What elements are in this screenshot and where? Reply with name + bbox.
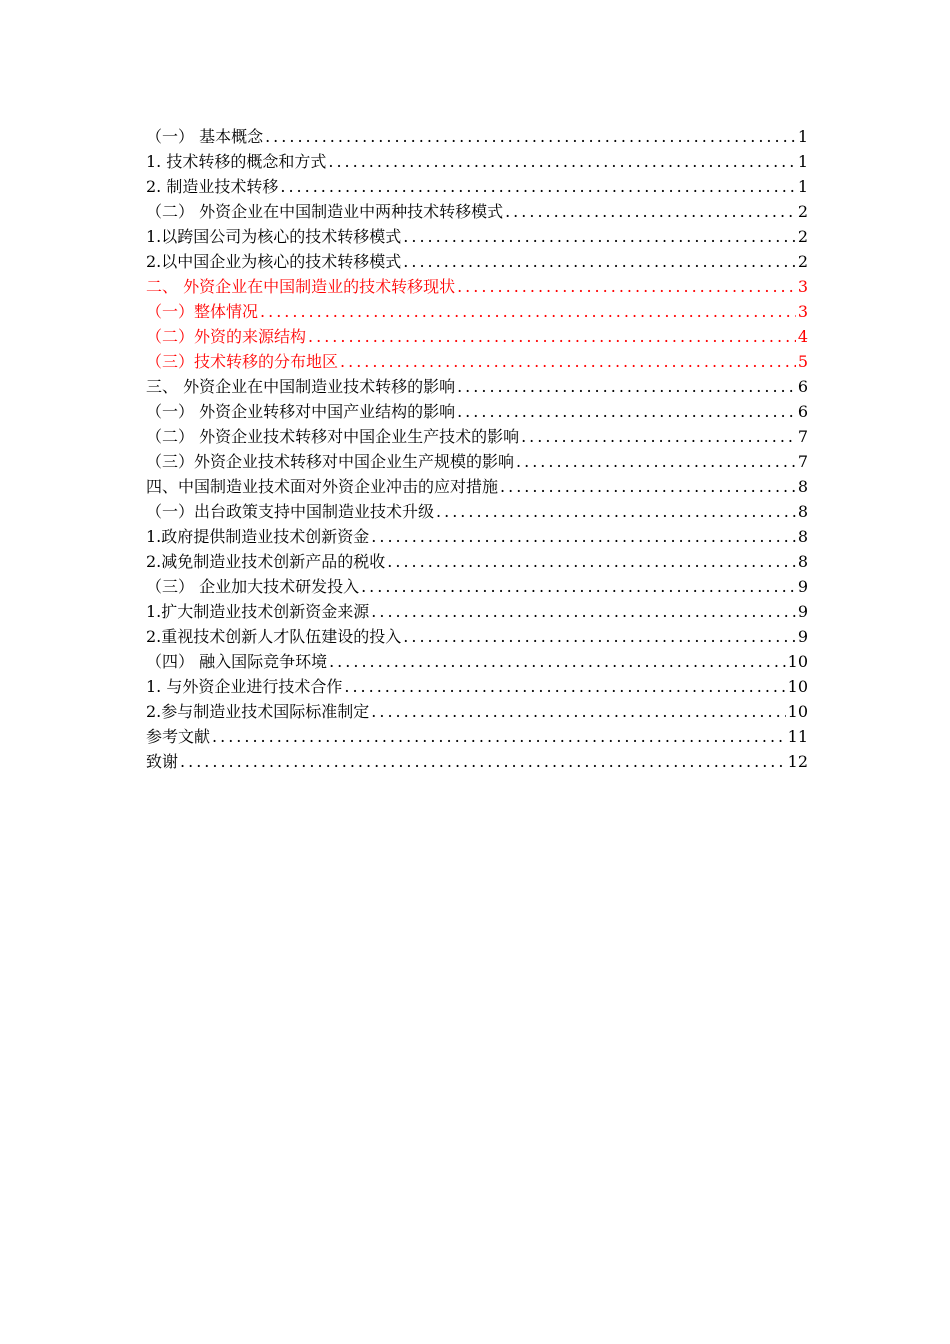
toc-page-number: 6 [797,402,808,421]
toc-page-number: 9 [797,602,808,621]
toc-entry-8[interactable] [146,299,808,324]
toc-entry-title: （一） 外资企业转移对中国产业结构的影响 [146,402,456,421]
toc-page-number: 2 [797,227,808,246]
toc-entry-title: 二、 外资企业在中国制造业的技术转移现状 [146,277,456,296]
toc-entry-title: 致谢 [146,752,179,771]
toc-dot-leader [403,624,796,649]
toc-page-number: 5 [797,352,808,371]
toc-dot-leader [260,299,796,324]
toc-entry-title: 1. 技术转移的概念和方式 [146,152,327,171]
toc-entry-title: （四） 融入国际竞争环境 [146,652,328,671]
toc-dot-leader [500,474,796,499]
toc-entry-22[interactable] [146,649,808,674]
toc-entry-title: 2.参与制造业技术国际标准制定 [146,702,370,721]
toc-entry-title: 三、 外资企业在中国制造业技术转移的影响 [146,377,456,396]
toc-dot-leader [371,699,785,724]
toc-dot-leader [361,574,796,599]
toc-dot-leader [516,449,796,474]
toc-page-number: 8 [797,477,808,496]
toc-entry-title: （三）外资企业技术转移对中国企业生产规模的影响 [146,452,515,471]
toc-entry-21[interactable] [146,624,808,649]
toc-entry-1[interactable] [146,124,808,149]
toc-entry-20[interactable] [146,599,808,624]
toc-page-number: 9 [797,577,808,596]
toc-dot-leader [436,499,796,524]
toc-page-number: 6 [797,377,808,396]
toc-entry-title: （二） 外资企业技术转移对中国企业生产技术的影响 [146,427,520,446]
toc-page-number: 9 [797,627,808,646]
toc-dot-leader [329,649,786,674]
toc-dot-leader [280,174,795,199]
toc-entry-6[interactable] [146,249,808,274]
toc-entry-title: 1.扩大制造业技术创新资金来源 [146,602,370,621]
toc-dot-leader [371,524,796,549]
toc-entry-title: （一）出台政策支持中国制造业技术升级 [146,502,435,521]
toc-page-number: 1 [797,177,808,196]
toc-dot-leader [457,274,796,299]
toc-dot-leader [344,674,785,699]
toc-page-number: 2 [797,202,808,221]
toc-page-number: 3 [797,302,808,321]
toc-entry-title: 2.以中国企业为核心的技术转移模式 [146,252,402,271]
toc-entry-17[interactable] [146,524,808,549]
toc-entry-title: 2.减免制造业技术创新产品的税收 [146,552,386,571]
toc-page-number: 1 [797,127,808,146]
toc-entry-13[interactable] [146,424,808,449]
toc-entry-7[interactable] [146,274,808,299]
toc-entry-26[interactable] [146,749,808,774]
toc-entry-2[interactable] [146,149,808,174]
toc-dot-leader [403,249,796,274]
toc-entry-title: （一）整体情况 [146,302,259,321]
toc-page-number: 7 [797,452,808,471]
toc-page-number: 10 [787,652,808,671]
toc-page-number: 11 [787,727,808,746]
toc-entry-18[interactable] [146,549,808,574]
toc-page-number: 10 [787,677,808,696]
toc-dot-leader [180,749,786,774]
toc-dot-leader [212,724,786,749]
toc-page-number: 3 [797,277,808,296]
toc-page-number: 2 [797,252,808,271]
toc-entry-12[interactable] [146,399,808,424]
toc-page-number: 8 [797,527,808,546]
toc-entry-title: 参考文献 [146,727,211,746]
toc-page-number: 8 [797,502,808,521]
toc-dot-leader [521,424,796,449]
toc-entry-4[interactable] [146,199,808,224]
toc-dot-leader [505,199,796,224]
toc-entry-25[interactable] [146,724,808,749]
toc-entry-16[interactable] [146,499,808,524]
toc-entry-9[interactable] [146,324,808,349]
toc-entry-title: 2. 制造业技术转移 [146,177,279,196]
toc-entry-3[interactable] [146,174,808,199]
toc-entry-title: （三） 企业加大技术研发投入 [146,577,360,596]
toc-dot-leader [457,399,796,424]
toc-entry-5[interactable] [146,224,808,249]
toc-entry-title: 2.重视技术创新人才队伍建设的投入 [146,627,402,646]
toc-dot-leader [265,124,796,149]
toc-page-number: 12 [787,752,808,771]
toc-entry-15[interactable] [146,474,808,499]
toc-dot-leader [403,224,796,249]
toc-page-number: 10 [787,702,808,721]
toc-entry-title: （二）外资的来源结构 [146,327,307,346]
toc-entry-11[interactable] [146,374,808,399]
toc-entry-title: （三）技术转移的分布地区 [146,352,339,371]
toc-dot-leader [328,149,795,174]
toc-page-number: 4 [797,327,808,346]
toc-page-number: 1 [797,152,808,171]
toc-dot-leader [340,349,796,374]
toc-entry-24[interactable] [146,699,808,724]
toc-entry-10[interactable] [146,349,808,374]
toc-dot-leader [308,324,796,349]
toc-entry-title: （一） 基本概念 [146,127,264,146]
toc-entry-23[interactable] [146,674,808,699]
table-of-contents [146,124,808,774]
toc-entry-title: （二） 外资企业在中国制造业中两种技术转移模式 [146,202,504,221]
toc-entry-title: 四、中国制造业技术面对外资企业冲击的应对措施 [146,477,499,496]
toc-dot-leader [371,599,796,624]
toc-entry-19[interactable] [146,574,808,599]
toc-page-number: 8 [797,552,808,571]
toc-page-number: 7 [797,427,808,446]
toc-entry-14[interactable] [146,449,808,474]
toc-entry-title: 1.政府提供制造业技术创新资金 [146,527,370,546]
toc-dot-leader [457,374,796,399]
toc-entry-title: 1. 与外资企业进行技术合作 [146,677,343,696]
toc-dot-leader [387,549,796,574]
toc-entry-title: 1.以跨国公司为核心的技术转移模式 [146,227,402,246]
